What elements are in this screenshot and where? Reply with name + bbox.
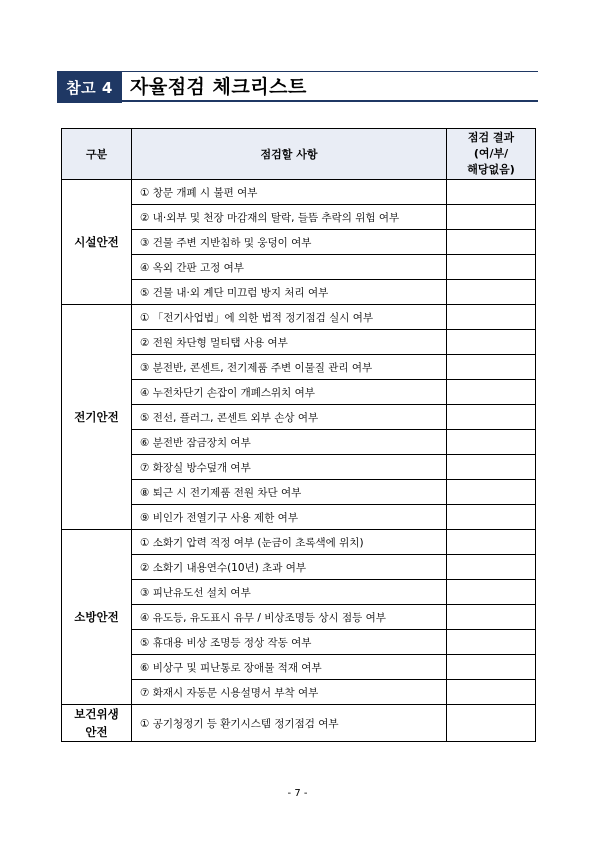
check-item: ④ 옥외 간판 고정 여부 — [132, 255, 447, 280]
table-row — [62, 630, 536, 655]
header-result-line2: (여/부/ — [473, 147, 509, 160]
table-row — [62, 180, 536, 205]
result-cell[interactable] — [447, 555, 536, 580]
result-cell[interactable] — [447, 605, 536, 630]
table-row — [62, 530, 536, 555]
result-cell[interactable] — [447, 655, 536, 680]
category-facility-safety: 시설안전 — [62, 180, 132, 305]
table-row — [62, 355, 536, 380]
table-row — [62, 230, 536, 255]
header-rule-bottom — [122, 100, 538, 102]
category-line1: 보건위생 — [74, 707, 119, 721]
table-row — [62, 405, 536, 430]
table-row — [62, 205, 536, 230]
check-item: ② 소화기 내용연수(10년) 초과 여부 — [132, 555, 447, 580]
result-cell[interactable] — [447, 405, 536, 430]
header-items: 점검할 사항 — [132, 129, 447, 180]
check-item: ① 소화기 압력 적정 여부 (눈금이 초록색에 위치) — [132, 530, 447, 555]
page-title: 자율점검 체크리스트 — [130, 76, 307, 98]
result-cell[interactable] — [447, 380, 536, 405]
check-item: ③ 건물 주변 지반침하 및 웅덩이 여부 — [132, 230, 447, 255]
result-cell[interactable] — [447, 280, 536, 305]
table-row — [62, 330, 536, 355]
check-item: ① 공기청정기 등 환기시스템 정기점검 여부 — [132, 705, 447, 742]
check-item: ⑦ 화재시 자동문 시용설명서 부착 여부 — [132, 680, 447, 705]
result-cell[interactable] — [447, 430, 536, 455]
table-row — [62, 280, 536, 305]
category-health-hygiene-safety — [62, 705, 132, 742]
result-cell[interactable] — [447, 330, 536, 355]
header-result — [447, 129, 536, 180]
result-cell[interactable] — [447, 530, 536, 555]
result-cell[interactable] — [447, 480, 536, 505]
result-cell[interactable] — [447, 505, 536, 530]
check-item: ② 내·외부 및 천장 마감재의 탈락, 들뜸 추락의 위험 여부 — [132, 205, 447, 230]
check-item: ③ 피난유도선 설치 여부 — [132, 580, 447, 605]
table-row — [62, 580, 536, 605]
check-item: ⑥ 비상구 및 피난통로 장애물 적재 여부 — [132, 655, 447, 680]
header-result-line1: 점검 결과 — [467, 131, 515, 144]
category-electrical-safety: 전기안전 — [62, 305, 132, 530]
table-row — [62, 505, 536, 530]
table-row — [62, 605, 536, 630]
check-item: ④ 누전차단기 손잡이 개폐스위치 여부 — [132, 380, 447, 405]
reference-badge: 참고 4 — [57, 71, 122, 103]
check-item: ⑧ 퇴근 시 전기제품 전원 차단 여부 — [132, 480, 447, 505]
checklist-table — [61, 128, 536, 742]
result-cell[interactable] — [447, 180, 536, 205]
table-row — [62, 305, 536, 330]
table-row — [62, 655, 536, 680]
check-item: ② 전원 차단형 멀티탭 사용 여부 — [132, 330, 447, 355]
table-row — [62, 705, 536, 742]
result-cell[interactable] — [447, 255, 536, 280]
table-row — [62, 555, 536, 580]
check-item: ⑥ 분전반 잠금장치 여부 — [132, 430, 447, 455]
result-cell[interactable] — [447, 680, 536, 705]
result-cell[interactable] — [447, 455, 536, 480]
check-item: ⑦ 화장실 방수덮개 여부 — [132, 455, 447, 480]
category-fire-safety: 소방안전 — [62, 530, 132, 705]
table-row — [62, 380, 536, 405]
check-item: ⑤ 전선, 플러그, 콘센트 외부 손상 여부 — [132, 405, 447, 430]
table-header-row — [62, 129, 536, 180]
table-row — [62, 255, 536, 280]
category-line2: 안전 — [85, 725, 108, 739]
result-cell[interactable] — [447, 580, 536, 605]
result-cell[interactable] — [447, 305, 536, 330]
result-cell[interactable] — [447, 630, 536, 655]
page-number: - 7 - — [287, 788, 308, 799]
table-row — [62, 455, 536, 480]
header-category: 구분 — [62, 129, 132, 180]
result-cell[interactable] — [447, 230, 536, 255]
section-header — [57, 71, 538, 103]
check-item: ⑤ 건물 내·외 계단 미끄럼 방지 처리 여부 — [132, 280, 447, 305]
check-item: ① 창문 개폐 시 불편 여부 — [132, 180, 447, 205]
header-result-line3: 해당없음) — [467, 163, 515, 176]
check-item: ⑨ 비인가 전열기구 사용 제한 여부 — [132, 505, 447, 530]
check-item: ④ 유도등, 유도표시 유무 / 비상조명등 상시 점등 여부 — [132, 605, 447, 630]
check-item: ③ 분전반, 콘센트, 전기제품 주변 이물질 관리 여부 — [132, 355, 447, 380]
table-row — [62, 680, 536, 705]
result-cell[interactable] — [447, 705, 536, 742]
table-row — [62, 430, 536, 455]
result-cell[interactable] — [447, 355, 536, 380]
table-row — [62, 480, 536, 505]
check-item: ① 「전기사업법」에 의한 법적 정기점검 실시 여부 — [132, 305, 447, 330]
check-item: ⑤ 휴대용 비상 조명등 정상 작동 여부 — [132, 630, 447, 655]
result-cell[interactable] — [447, 205, 536, 230]
